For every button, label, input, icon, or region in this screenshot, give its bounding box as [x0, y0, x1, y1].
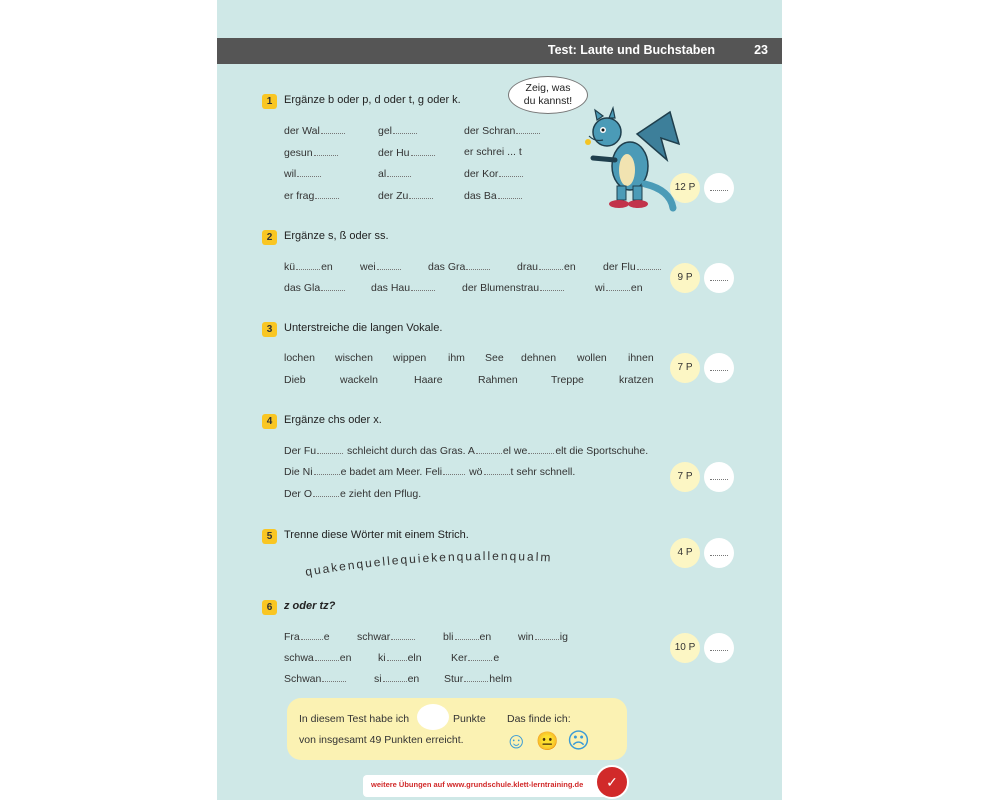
score-field[interactable] [704, 633, 734, 663]
word-blank: der Schran [464, 124, 541, 137]
vowel-word[interactable]: wackeln [340, 374, 378, 386]
word-blank: drau en [517, 261, 576, 273]
result-note [287, 698, 627, 760]
word-blank: win ig [518, 631, 568, 643]
exercise-number: 5 [262, 529, 277, 544]
sentence-line-1: Der Fu schleicht durch das Gras. A el we elt die Sportschuhe. [284, 445, 649, 457]
word-blank: der Hu [378, 146, 436, 159]
word-blank: si en [374, 673, 420, 685]
exercise-number: 1 [262, 94, 277, 109]
exercise-instruction: Unterstreiche die langen Vokale. [284, 322, 443, 334]
svg-text:quakenquellequiekenquallenqual: quakenquellequiekenquallenqualm [304, 548, 553, 579]
points-badge: 9 P [670, 263, 700, 293]
vowel-word[interactable]: wollen [577, 352, 607, 364]
word-blank: al [378, 167, 412, 180]
exercise-number: 4 [262, 414, 277, 429]
result-text-2: Punkte [453, 713, 486, 725]
word-blank: er schrei ... t [464, 146, 522, 158]
sentence-line-2: Die Ni e badet am Meer. Feli wö t sehr schnell. [284, 466, 576, 478]
exercise-instruction: Trenne diese Wörter mit einem Strich. [284, 529, 469, 541]
word-chain[interactable] [302, 548, 592, 588]
result-text-1: In diesem Test habe ich [299, 713, 410, 725]
word-blank: der Zu [378, 189, 434, 202]
vowel-word[interactable]: wischen [335, 352, 373, 364]
footer-text: weitere Übungen auf www.grundschule.klett-lerntraining.de [371, 780, 584, 789]
word-blank: Schwan [284, 672, 347, 685]
vowel-word[interactable]: Treppe [551, 374, 584, 386]
exercise-instruction: Ergänze chs oder x. [284, 414, 382, 426]
points-badge: 12 P [670, 173, 700, 203]
vowel-word[interactable]: lochen [284, 352, 315, 364]
exercise-number: 2 [262, 230, 277, 245]
neutral-smiley-icon[interactable]: 😐 [536, 731, 559, 751]
score-field[interactable] [704, 263, 734, 293]
sad-smiley-icon[interactable]: ☹ [567, 728, 590, 753]
word-blank: schwa en [284, 652, 352, 664]
word-blank: Stur helm [444, 673, 513, 685]
score-input[interactable] [417, 704, 449, 730]
happy-smiley-icon[interactable]: ☺ [505, 728, 528, 753]
vowel-word[interactable]: See [485, 352, 504, 364]
worksheet-page [217, 0, 782, 800]
exercise-instruction: Ergänze s, ß oder ss. [284, 230, 389, 242]
feel-label: Das finde ich: [507, 713, 571, 725]
page-title: Test: Laute und Buchstaben [547, 43, 715, 57]
result-text-3: von insgesamt 49 Punkten erreicht. [299, 734, 464, 746]
word-blank: Fra e [284, 631, 330, 643]
word-blank: gel [378, 124, 418, 137]
footer-link[interactable] [363, 775, 623, 797]
bubble-line-1: Zeig, was [525, 82, 571, 94]
word-blank: wi en [595, 282, 643, 294]
vowel-word[interactable]: Haare [414, 374, 443, 386]
vowel-word[interactable]: ihm [448, 352, 465, 364]
word-blank: der Blumenstrau [462, 281, 565, 294]
vowel-word[interactable]: wippen [393, 352, 427, 364]
word-blank: bli en [443, 631, 492, 643]
word-blank: Ker e [451, 652, 500, 664]
word-blank: das Ba [464, 189, 523, 202]
klett-logo-icon: ✓ [595, 765, 629, 799]
exercise-instruction: z oder tz? [284, 600, 336, 612]
header-bar [217, 38, 782, 64]
score-field[interactable] [704, 462, 734, 492]
word-blank: das Hau [371, 281, 436, 294]
word-blank: der Flu [603, 260, 662, 273]
word-blank: der Wal [284, 124, 346, 137]
score-field[interactable] [704, 538, 734, 568]
exercise-instruction: Ergänze b oder p, d oder t, g oder k. [284, 94, 461, 106]
score-field[interactable] [704, 353, 734, 383]
points-badge: 4 P [670, 538, 700, 568]
word-blank: schwar [357, 630, 416, 643]
word-blank: das Gla [284, 281, 346, 294]
sentence-line-3: Der O e zieht den Pflug. [284, 488, 422, 500]
exercise-number: 6 [262, 600, 277, 615]
vowel-word[interactable]: Dieb [284, 374, 306, 386]
word-blank: ki eln [378, 652, 422, 664]
word-blank: das Gra [428, 260, 491, 273]
vowel-word[interactable]: dehnen [521, 352, 557, 364]
word-blank: er frag [284, 189, 340, 202]
points-badge: 7 P [670, 462, 700, 492]
vowel-word[interactable]: Rahmen [478, 374, 518, 386]
word-blank: wei [360, 260, 402, 273]
page-number: 23 [754, 43, 768, 57]
points-badge: 10 P [670, 633, 700, 663]
dragon-icon [575, 104, 687, 214]
word-blank: gesun [284, 146, 339, 159]
bubble-line-2: du kannst! [523, 95, 573, 107]
vowel-word[interactable]: kratzen [619, 374, 654, 386]
score-field[interactable] [704, 173, 734, 203]
vowel-word[interactable]: ihnen [628, 352, 654, 364]
word-blank: kü en [284, 261, 333, 273]
points-badge: 7 P [670, 353, 700, 383]
word-blank: der Kor [464, 167, 524, 180]
exercise-number: 3 [262, 322, 277, 337]
word-blank: wil [284, 167, 322, 180]
